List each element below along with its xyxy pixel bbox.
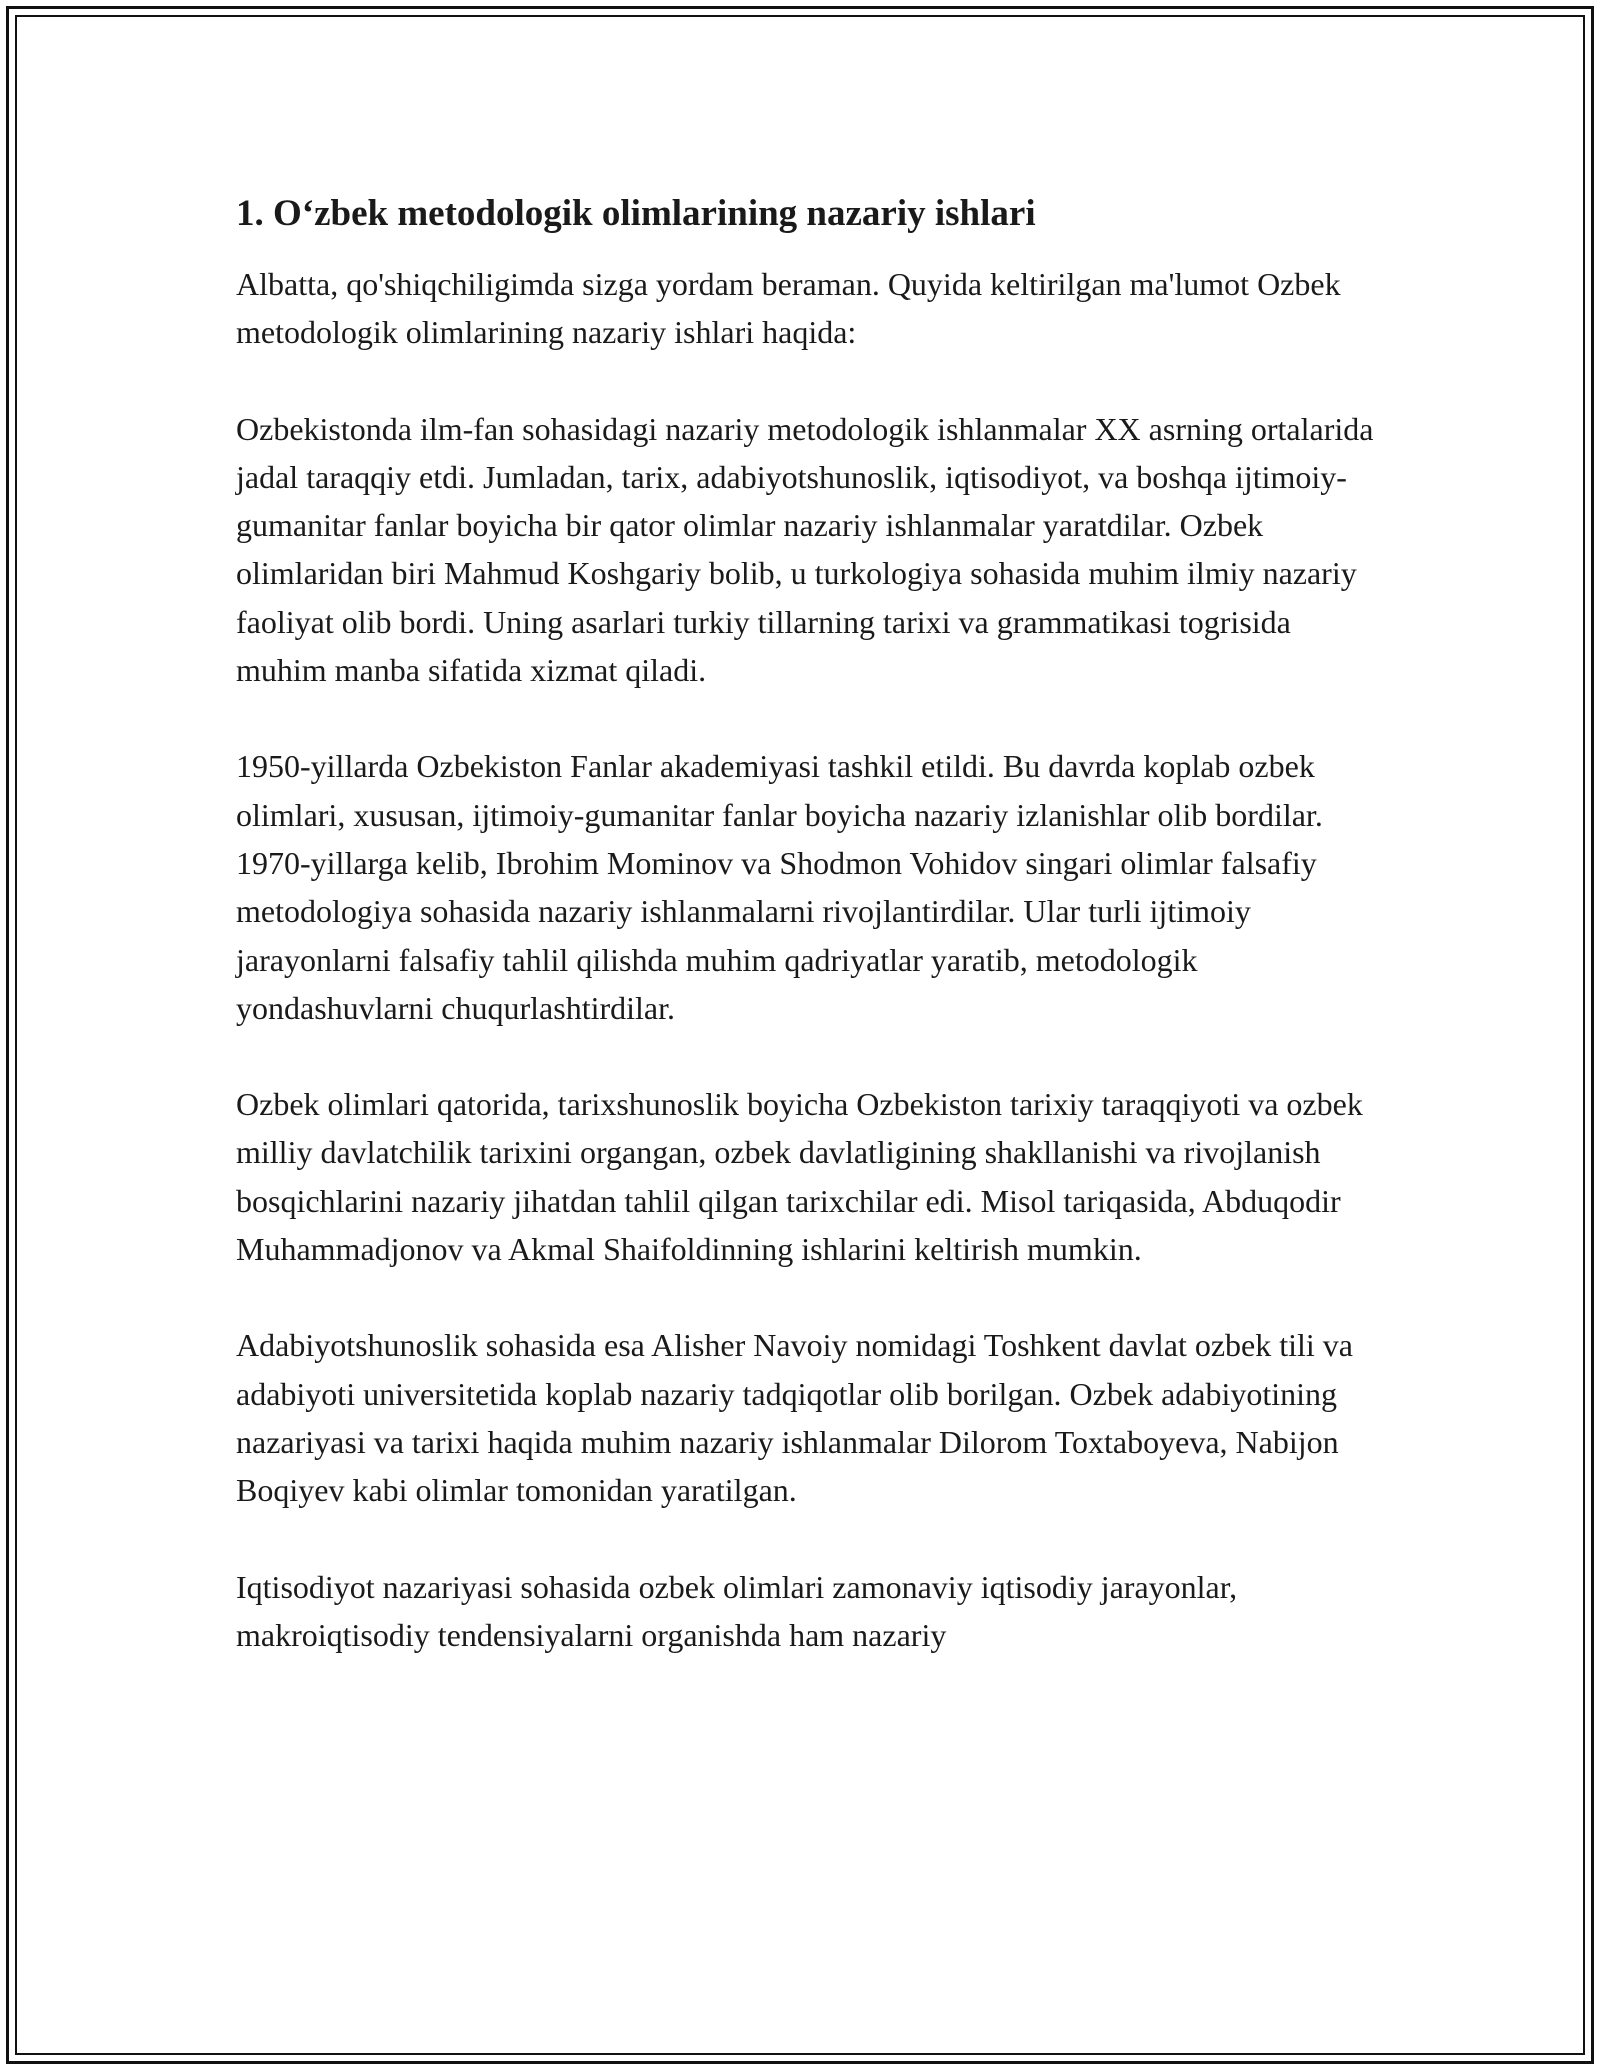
paragraph-economics: Iqtisodiyot nazariyasi sohasida ozbek olimlari zamonaviy iqtisodiy jarayonlar, makroiqtisodiy tendensiyalarni organishda ham nazariy xyxy=(236,1568,1238,1653)
paragraph-intro: Albatta, qo'shiqchiligimda sizga yordam beraman. Quyida keltirilgan ma'lumot Ozbek metodologik olimlarining nazariy ishlari haqida: xyxy=(236,266,1341,351)
paragraph-science-history: Ozbekistonda ilm-fan sohasidagi nazariy metodologik ishlanmalar XX asrning ortalarida jadal taraqqiy etdi. Jumladan, tarix, adabiyotshunoslik, iqtisodiyot, va boshqa ijtimoiy-gumanitar fanlar boyicha bir qator olimlar nazariy ishlanmalar yaratdilar. Ozbek olimlaridan biri Mahmud Koshgariy bolib, u turkologiya sohasida muhim ilmiy nazariy faoliyat olib bordi. Uning asarlari turkiy tillarning tarixi va grammatikasi togrisida muhim manba sifatida xizmat qiladi. xyxy=(236,410,1374,689)
document-title: 1. O‘zbek metodologik olimlarining nazariy ishlari xyxy=(236,193,1036,234)
paragraph-literary-studies: Adabiyotshunoslik sohasida esa Alisher Navoiy nomidagi Toshkent davlat ozbek tili va adabiyoti universitetida koplab nazariy tadqiqotlar olib borilgan. Ozbek adabiyotining nazariyasi va tarixi haqida muhim nazariy ishlanmalar Dilorom Toxtaboyeva, Nabijon Boqiyev kabi olimlar tomonidan yaratilgan. xyxy=(236,1327,1353,1509)
document-body xyxy=(236,186,1376,1659)
paragraph-historians: Ozbek olimlari qatorida, tarixshunoslik boyicha Ozbekiston tarixiy taraqqiyoti va ozbek milliy davlatchilik tarixini organgan, ozbek davlatligining shakllanishi va rivojlanish bosqichlarini nazariy jihatdan tahlil qilgan tarixchilar edi. Misol tariqasida, Abduqodir Muhammadjonov va Akmal Shaifoldinning ishlarini keltirish mumkin. xyxy=(236,1086,1363,1268)
paragraph-academy: 1950-yillarda Ozbekiston Fanlar akademiyasi tashkil etildi. Bu davrda koplab ozbek olimlari, xususan, ijtimoiy-gumanitar fanlar boyicha nazariy izlanishlar olib bordilar. 1970-yillarga kelib, Ibrohim Mominov va Shodmon Vohidov singari olimlar falsafiy metodologiya sohasida nazariy ishlanmalarni rivojlantirdilar. Ular turli ijtimoiy jarayonlarni falsafiy tahlil qilishda muhim qadriyatlar yaratib, metodologik yondashuvlarni chuqurlashtirdilar. xyxy=(236,748,1323,1026)
